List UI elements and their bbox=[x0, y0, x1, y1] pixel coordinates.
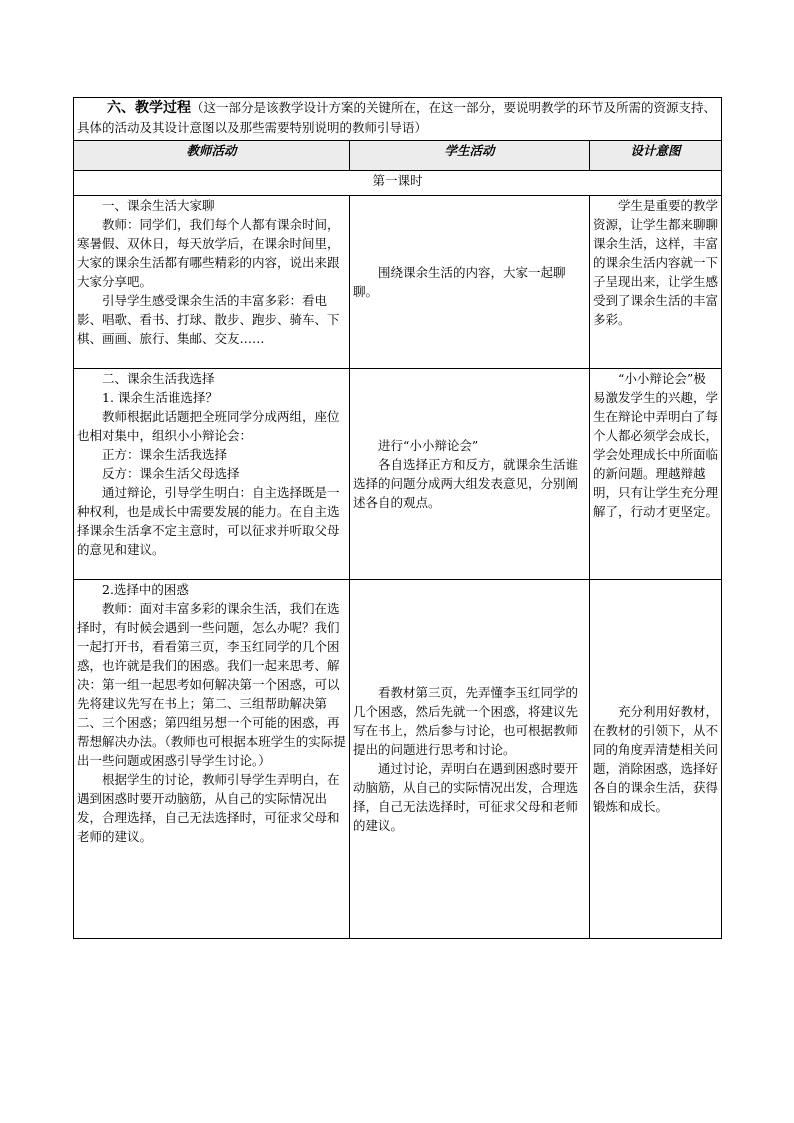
teacher-text: 反方：课余生活父母选择 bbox=[102, 466, 240, 481]
section-header-row bbox=[74, 98, 722, 141]
column-header-row bbox=[74, 141, 722, 171]
student-cell bbox=[350, 580, 590, 939]
intent-text: “小小辩论会”极易激发学生的兴趣，学生在辩论中弄明白了每个人都必须学会成长，学会处理成长中所面临的新问题。理越辩越明，只有让学生充分理解了，行动才更坚定。 bbox=[593, 371, 719, 519]
teacher-text: 教师：面对丰富多彩的课余生活，我们在选择时，有时候会遇到一些问题，怎么办呢？我们一起打开书，看看第三页，李玉红同学的几个困惑，也许就是我们的困惑。我们一起来思考、解决：第一组一起思考如何解决第一个困惑，可以先将建议先写在书上；第二、三组帮助解决第二、三个困惑；第四组另想一个可能的困惑，再帮想解决办法。（教师也可根据本班学生的实际提出一些问题或困惑引导学生讨论。） bbox=[77, 601, 346, 768]
student-text: 看教材第三页，先弄懂李玉红同学的几个困惑，然后先就一个困惑，将建议先写在书上，然后参与讨论，也可根据教师提出的问题进行思考和讨论。 bbox=[353, 685, 579, 757]
intent-cell bbox=[590, 196, 722, 369]
student-text: 进行“小小辩论会” bbox=[378, 438, 479, 453]
student-cell bbox=[350, 196, 590, 369]
teacher-text: 教师：同学们，我们每个人都有课余时间，寒暑假、双休日，每天放学后，在课余时间里，大家的课余生活都有哪些精彩的内容，说出来跟大家分享吧。 bbox=[77, 217, 340, 289]
lesson-label: 第一课时 bbox=[74, 171, 722, 196]
table-row bbox=[74, 369, 722, 580]
student-text: 围绕课余生活的内容，大家一起聊聊。 bbox=[353, 265, 566, 299]
intent-cell bbox=[590, 369, 722, 580]
student-text: 各自选择正方和反方，就课余生活谁选择的问题分成两大组发表意见，分别阐述各自的观点。 bbox=[353, 457, 579, 510]
header-student: 学生活动 bbox=[350, 141, 590, 171]
intent-text: 充分利用好教材，在教材的引领下，从不同的角度弄清楚相关问题，消除困惑，选择好各自的课余生活，获得锻炼和成长。 bbox=[593, 704, 719, 814]
teacher-text: 2.选择中的困惑 bbox=[102, 582, 189, 597]
intent-text: 学生是重要的教学资源，让学生都来聊聊课余生活，这样，丰富的课余生活内容就一下子呈现出来，让学生感受到了课余生活的丰富多彩。 bbox=[593, 198, 719, 327]
teacher-text: 教师根据此话题把全班同学分成两组，座位也相对集中，组织小小辩论会： bbox=[77, 409, 340, 443]
teaching-process-table bbox=[73, 97, 722, 939]
teacher-text: 通过辩论，引导学生明白：自主选择既是一种权利，也是成长中需要发展的能力。在自主选择课余生活拿不定主意时，可以征求并听取父母的意见和建议。 bbox=[77, 485, 340, 557]
header-teacher: 教师活动 bbox=[74, 141, 350, 171]
teacher-cell bbox=[74, 369, 350, 580]
teacher-text: 一、课余生活大家聊 bbox=[102, 198, 215, 213]
header-intent: 设计意图 bbox=[590, 141, 722, 171]
section-title: 六、教学过程 bbox=[107, 100, 191, 116]
teacher-text: 正方：课余生活我选择 bbox=[102, 447, 228, 462]
teacher-text: 引导学生感受课余生活的丰富多彩：看电影、唱歌、看书、打球、散步、跑步、骑车、下棋、画画、旅行、集邮、交友…… bbox=[77, 293, 340, 346]
student-cell bbox=[350, 369, 590, 580]
teacher-text: 1. 课余生活谁选择？ bbox=[102, 390, 218, 405]
teacher-text: 根据学生的讨论，教师引导学生弄明白，在遇到困惑时要开动脑筋，从自己的实际情况出发，合理选择，自己无法选择时，可征求父母和老师的建议。 bbox=[77, 772, 340, 844]
teacher-cell bbox=[74, 580, 350, 939]
lesson-row bbox=[74, 171, 722, 196]
teacher-text: 二、课余生活我选择 bbox=[102, 371, 215, 386]
intent-cell bbox=[590, 580, 722, 939]
table-row bbox=[74, 580, 722, 939]
table-row bbox=[74, 196, 722, 369]
teacher-cell bbox=[74, 196, 350, 369]
student-text: 通过讨论，弄明白在遇到困惑时要开动脑筋，从自己的实际情况出发，合理选择，自己无法选择时，可征求父母和老师的建议。 bbox=[353, 761, 579, 833]
section-note: （这一部分是该教学设计方案的关键所在，在这一部分，要说明教学的环节及所需的资源支持、具体的活动及其设计意图以及那些需要特别说明的教师引导语） bbox=[77, 100, 717, 135]
section-header bbox=[74, 98, 722, 141]
